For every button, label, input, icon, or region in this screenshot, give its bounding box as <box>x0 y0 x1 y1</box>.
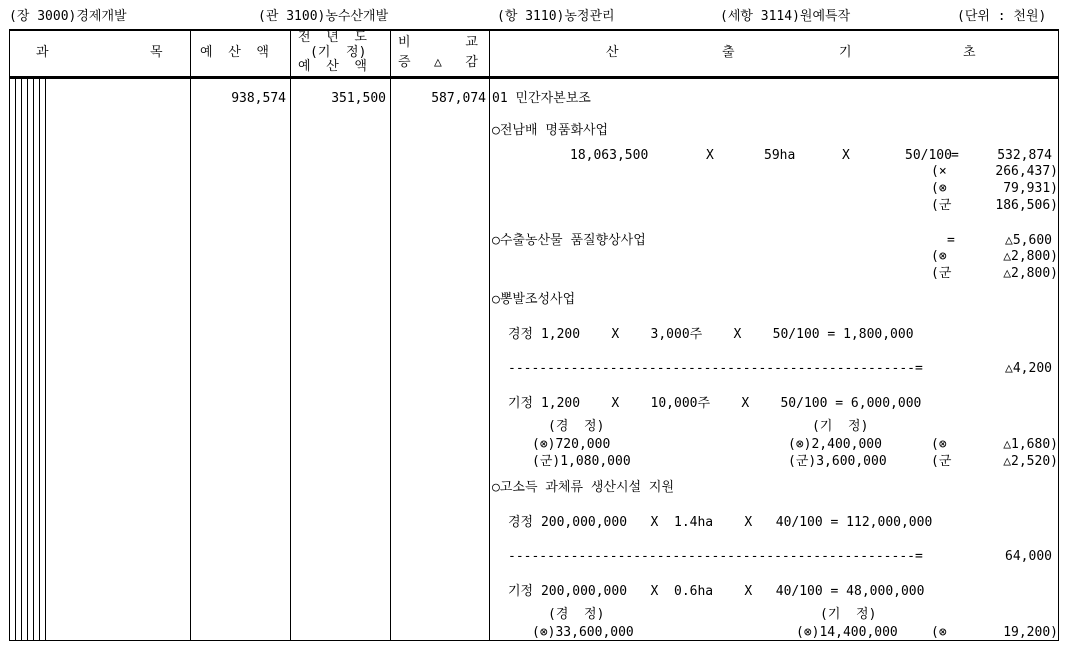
col-basis-2: 출 <box>722 45 735 60</box>
col-gwamok-2: 목 <box>150 45 163 60</box>
diff-amount: 587,074 <box>431 91 486 106</box>
col-prev-3: 예 산 액 <box>298 59 367 74</box>
sub-value: (⊗)720,000 <box>532 437 611 452</box>
sub-value: △2,800) <box>1003 249 1058 264</box>
col-gwamok-1: 과 <box>36 45 49 60</box>
col-prev-1: 전 년 도 <box>298 30 367 45</box>
sub-label: (× <box>931 164 947 179</box>
col-budget: 예 산 액 <box>200 45 269 60</box>
sub-value: (⊗)14,400,000 <box>796 625 898 640</box>
col-cmp-2: 증 △ 감 <box>398 55 478 70</box>
sub-label: (⊗ <box>931 625 947 640</box>
sub-value: (군)1,080,000 <box>532 454 631 469</box>
sub-heading: (기 정) <box>812 419 869 434</box>
jang-label: (장 3000)경제개발 <box>9 9 127 24</box>
dashed-line: ----------------------------------------------------= <box>508 549 923 564</box>
item-title: ○뽕발조성사업 <box>492 292 576 307</box>
sub-label: (⊗ <box>931 181 947 196</box>
calc-result: 532,874 <box>997 148 1052 163</box>
calc-line: 기정 1,200 X 10,000주 X 50/100 = 6,000,000 <box>508 396 922 411</box>
calc-value: 18,063,500 <box>570 148 649 163</box>
col-prev-2: (기 정) <box>310 45 367 60</box>
sub-value: △2,800) <box>1003 266 1058 281</box>
item-title: ○고소득 과체류 생산시설 지원 <box>492 480 675 495</box>
sub-label: (군 <box>931 454 952 469</box>
sub-value: (군)3,600,000 <box>788 454 887 469</box>
sub-value: △1,680) <box>1003 437 1058 452</box>
sub-heading: (기 정) <box>820 607 877 622</box>
sub-heading: (경 정) <box>548 607 605 622</box>
sub-heading: (경 정) <box>548 419 605 434</box>
sub-value: (⊗)2,400,000 <box>788 437 882 452</box>
sub-value: △2,520) <box>1003 454 1058 469</box>
prev-budget-amount: 351,500 <box>331 91 386 106</box>
sub-label: (⊗ <box>931 437 947 452</box>
calc-operator: = <box>947 233 955 248</box>
budget-amount: 938,574 <box>231 91 286 106</box>
sub-label: (⊗ <box>931 249 947 264</box>
unit-label: (단위 : 천원) <box>957 9 1047 24</box>
calc-result: △5,600 <box>1005 233 1052 248</box>
calc-line: 기정 200,000,000 X 0.6ha X 40/100 = 48,000,000 <box>508 584 925 599</box>
item-title: ○수출농산물 품질향상사업 <box>492 233 646 248</box>
col-basis-3: 기 <box>839 45 852 60</box>
calc-result: △4,200 <box>1005 361 1052 376</box>
sub-value: 79,931) <box>1003 181 1058 196</box>
calc-operator: X <box>706 148 714 163</box>
col-cmp-1: 비 교 <box>398 35 478 50</box>
calc-value: 59ha <box>764 148 796 163</box>
col-basis-4: 초 <box>963 45 976 60</box>
sub-value: 266,437) <box>995 164 1058 179</box>
dashed-line: ----------------------------------------------------= <box>508 361 923 376</box>
section-title: 01 민간자본보조 <box>492 91 591 106</box>
calc-line: 경정 1,200 X 3,000주 X 50/100 = 1,800,000 <box>508 327 914 342</box>
sub-label: (군 <box>931 266 952 281</box>
calc-line: 경정 200,000,000 X 1.4ha X 40/100 = 112,000,000 <box>508 515 933 530</box>
sub-value: (⊗)33,600,000 <box>532 625 634 640</box>
sub-value: 19,200) <box>1003 625 1058 640</box>
sub-label: (군 <box>931 198 952 213</box>
calc-result: 64,000 <box>1005 549 1052 564</box>
sub-value: 186,506) <box>995 198 1058 213</box>
calc-rate: 50/100 <box>905 148 952 163</box>
calc-operator: = <box>951 148 959 163</box>
col-basis-1: 산 <box>606 45 619 60</box>
gwan-label: (관 3100)농수산개발 <box>258 9 389 24</box>
calc-operator: X <box>842 148 850 163</box>
item-title: ○전남배 명품화사업 <box>492 123 609 138</box>
hang-label: (항 3110)농정관리 <box>497 9 615 24</box>
sehang-label: (세항 3114)원예특작 <box>720 9 851 24</box>
